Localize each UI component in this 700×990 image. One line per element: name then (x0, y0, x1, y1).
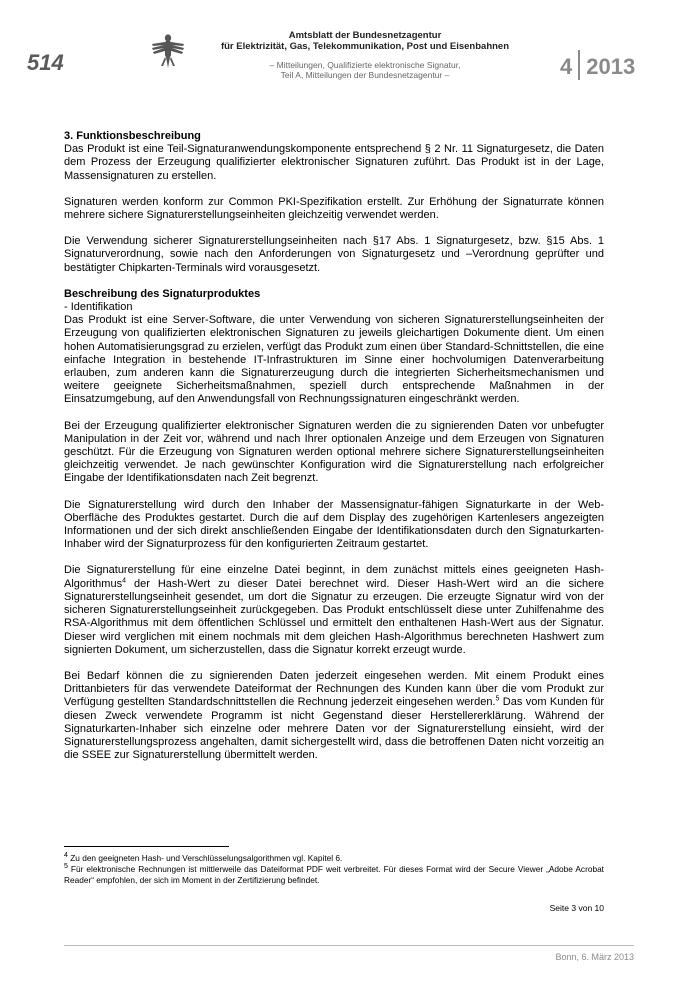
paragraph-text: Bei Bedarf können die zu signierenden Daten jederzeit eingesehen werden. Mit einem Produkt eines Drittanbieters für das verwendete Dateiformat der Rechnungen des Kunden kann über die vom Produkt zur Verfügung gestellten Standardschnittstellen die Rechnung jederzeit eingesehen werden. (64, 669, 604, 709)
gazette-section-line2: Teil A, Mitteilungen der Bundesnetzagentur – (280, 70, 450, 80)
footnotes (64, 853, 604, 886)
paragraph: Signaturen werden konform zur Common PKI-Spezifikation erstellt. Zur Erhöhung der Signaturrate können mehrere sichere Signaturerstellungseinheiten gleichzeitig verwendet werden. (64, 195, 604, 222)
federal-eagle-icon (150, 32, 186, 70)
paragraph: Bei der Erzeugung qualifizierter elektronischer Signaturen werden die zu signierenden Daten vor unbefugter Manipulation in der Zeit vor, während und nach Ihrer optionalen Anzeige und dem Erzeugen von Signaturen geschützt. Für die Erzeugung von Signaturen werden optional mehrere sichere Signaturerstellungseinheiten gleichzeitig verwendet. Je nach gewünschter Konfiguration wird die Signaturerstellung nach erfolgreicher Eingabe der Identifikationsdaten nach Zeit begrenzt. (64, 419, 604, 485)
place-date: Bonn, 6. März 2013 (555, 952, 634, 962)
gazette-title-line2: für Elektrizität, Gas, Telekommunikation, Post und Eisenbahnen (220, 41, 510, 52)
footnote-ref[interactable]: 4 (122, 577, 126, 585)
document-body (64, 130, 604, 775)
subheading: Beschreibung des Signaturproduktes (64, 287, 261, 300)
footnote-ref[interactable]: 5 (495, 695, 500, 703)
subitem: - Identifikation (64, 301, 133, 314)
issue-label (560, 50, 635, 80)
gazette-title (195, 30, 535, 52)
footnote-text: Für elektronische Rechnungen ist mittlerweile das Dateiformat PDF weit verbreitet. Für dieses Format wird der Secure Viewer „Adobe Acrobat Reader“ empfohlen, der sich im Moment in der Zertifizierung befindet. (64, 864, 604, 885)
paragraph: Die Signaturerstellung wird durch den Inhaber der Massensignatur-fähigen Signaturkarte in der Web-Oberfläche des Produktes gestartet. Durch die auf dem Display des zugehörigen Kartenlesers angezeigten Informationen und der sich direkt anschließenden Eingabe der Identifikationsdaten durch den Signaturkarten-Inhaber wird der Signaturprozess für den konfigurierten Zeitraum gestartet. (64, 498, 604, 551)
issue-year: 2013 (586, 54, 636, 79)
footnote-number: 5 (64, 863, 68, 871)
gazette-title-line1: Amtsblatt der Bundesnetzagentur (288, 30, 442, 41)
page-number: 514 (27, 50, 64, 75)
section-title: 3. Funktionsbeschreibung (64, 130, 201, 142)
paragraph: Die Verwendung sicherer Signaturerstellungseinheiten nach §17 Abs. 1 Signaturgesetz, bzw. §15 Abs. 1 Signaturverordnung, sowie nach den Anforderungen von Signaturgesetz und –Verordnung geprüfter und bestätigter Chipkarten-Terminals wird vorausgesetzt. (64, 235, 604, 274)
paragraph-text: Die Signaturerstellung für eine einzelne Datei beginnt, in dem zunächst mittels eines geeigneten Hash-Algorithmus (64, 564, 604, 590)
paragraph-text: Das vom Kunden für diesen Zweck verwendete Programm ist nicht Gegenstand dieser Herstellererklärung. Während der Signaturkarten-Inhaber sich einzelne oder mehrere Daten vor der Signaturerstellung einsieht, wird der Signaturerstellungsprozess angehalten, damit sichergestellt wird, dass die betroffenen Daten nicht vorzeitig an die SSEE zur Signaturerstellung übermittelt werden. (64, 696, 604, 762)
footer-divider (64, 945, 634, 946)
paragraph: Das Produkt ist eine Server-Software, die unter Verwendung von sicheren Signaturerstellungseinheiten der Erzeugung von qualifizierten elektronischen Signaturen zu jeweils gleichartigen Dokumente dient. Um einen hohen Automatisierungsgrad zu erzielen, verfügt das Produkt zum einen über Standard-Schnittstellen, die eine einfache Integration in bestehende IT-Infrastrukturen im Sinne einer hochvolumigen Datenverarbeitung erlauben, zum anderen kann die Signaturerzeugung durch die integrierten Sicherheitsmechanismen und weitere geeignete Sicherheitsmaßnahmen, speziell durch entsprechende Maßnahmen in der Einsatzumgebung, auf den Anwendungsfall von Rechnungssignaturen eingeschränkt werden. (64, 314, 604, 406)
paragraph-text: der Hash-Wert zu dieser Datei berechnet wird. Dieser Hash-Wert wird an die sichere Signaturerstellungseinheit gesendet, um dort die Signatur zu erzeugen. Die erzeugte Signatur wird von der sicheren Signaturerstellungseinheit zurückgegeben. Das Produkt entschlüsselt diese unter Zuhilfenahme des RSA-Algorithmus mit dem öffentlichen Schlüssel und ermittelt den enthaltenen Hash-Wert aus der Signatur. Dieser wird verglichen mit einem nochmals mit dem gleichen Hash-Algorithmus berechneten Hashwert zum signierten Dokument, um sicherzustellen, dass die Signatur korrekt erzeugt wurde. (64, 577, 604, 656)
paragraph (64, 564, 604, 656)
issue-separator (578, 50, 580, 80)
gazette-section-line1: – Mitteilungen, Qualifizierte elektronische Signatur, (269, 60, 461, 70)
page-of-label: Seite 3 von 10 (549, 903, 604, 913)
gazette-section (195, 60, 535, 80)
footnote-text: Zu den geeigneten Hash- und Verschlüsselungsalgorithmen vgl. Kapitel 6. (67, 853, 343, 863)
footnote-divider (64, 846, 229, 847)
footnote (64, 853, 604, 864)
paragraph: Das Produkt ist eine Teil-Signaturanwendungskomponente entsprechend § 2 Nr. 11 Signaturgesetz, die Daten dem Prozess der Erzeugung qualifizierter elektronischer Signaturen zuführt. Das Produkt ist in der Lage, Massensignaturen zu erstellen. (64, 143, 604, 182)
footnote (64, 864, 604, 886)
paragraph (64, 670, 604, 762)
footnote-number: 4 (64, 852, 68, 860)
issue-number: 4 (560, 54, 573, 79)
